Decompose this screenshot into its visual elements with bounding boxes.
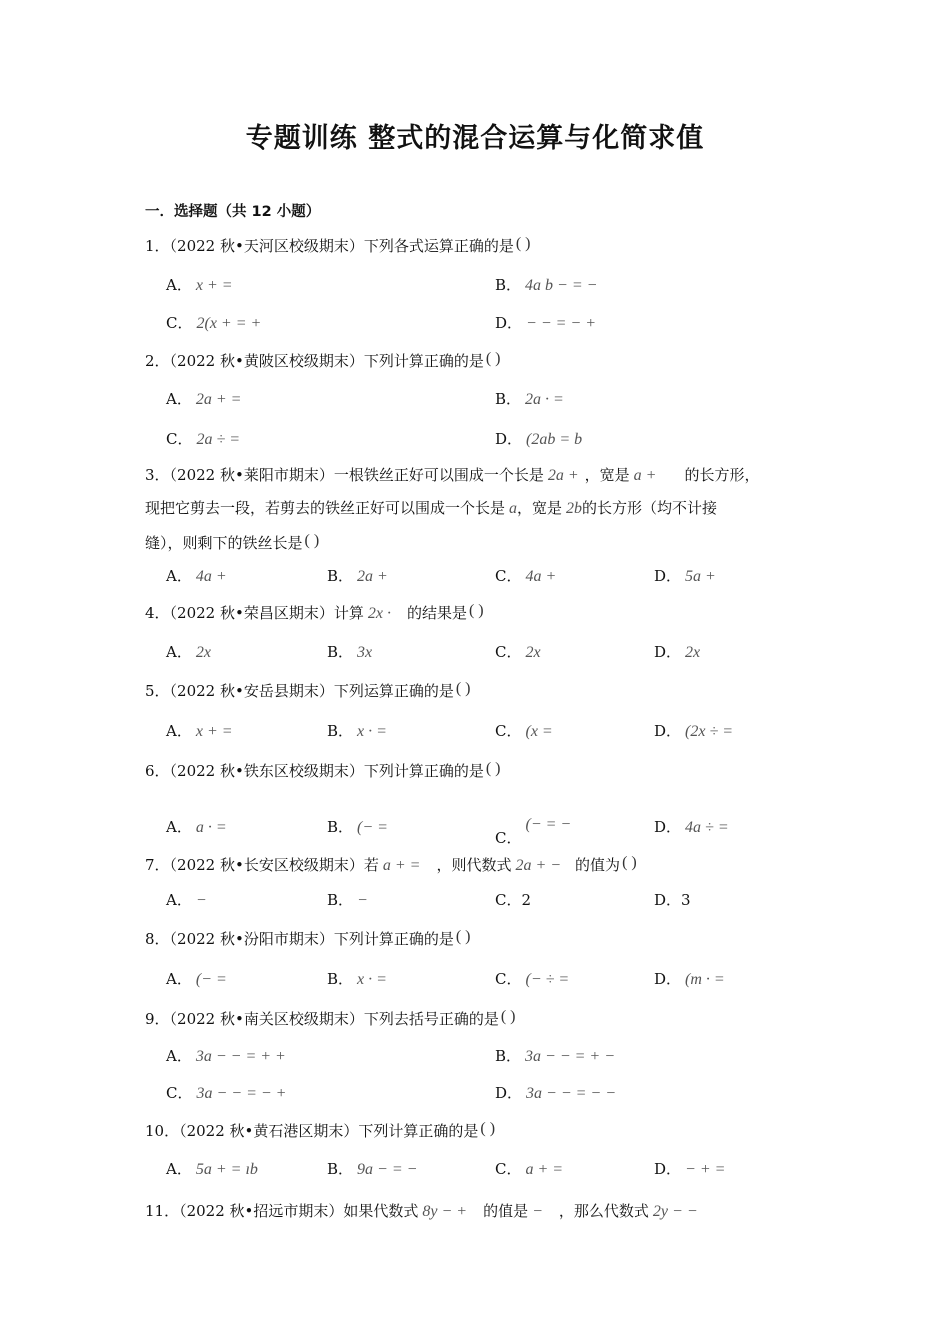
q8-option-d: D． (m · = bbox=[654, 970, 725, 988]
section-heading: 一．选择题（共 12 小题） bbox=[145, 204, 321, 220]
question-9: 9．（2022 秋•南关区校级期末）下列去括号正确的是 ( ) bbox=[145, 1008, 516, 1028]
q8-option-c: C． (− ÷ = bbox=[495, 970, 570, 988]
q3-option-d: D． 5a + bbox=[654, 567, 716, 585]
question-3-line-1: 3．（2022 秋•莱阳市期末）一根铁丝正好可以围成一个长是 2a + ，宽是 a + 的长方形， bbox=[145, 466, 760, 484]
q3-option-c: C． 4a + bbox=[495, 567, 557, 585]
q1-option-a: A． x + = bbox=[166, 276, 233, 294]
q8-option-b: B． x · = bbox=[327, 970, 387, 988]
question-1 bbox=[145, 235, 531, 256]
q2-option-c: C． 2a ÷ = bbox=[166, 430, 241, 448]
question-5: 5．（2022 秋•安岳县期末）下列运算正确的是 ( ) bbox=[145, 680, 471, 700]
q3-option-a: A． 4a + bbox=[166, 567, 227, 585]
q1-option-c: C． 2(x + = + bbox=[166, 314, 262, 332]
q3-option-b: B． 2a + bbox=[327, 567, 388, 585]
q6-option-a: A． a · = bbox=[166, 818, 227, 836]
q2-option-b: B． 2a · = bbox=[495, 390, 564, 408]
q10-option-d: D． − + = bbox=[654, 1160, 726, 1178]
q5-option-d: D． (2x ÷ = bbox=[654, 722, 734, 740]
question-7: 7．（2022 秋•长安区校级期末）若 a + = ，则代数式 2a + − 的值为 ( ) bbox=[145, 854, 637, 874]
q10-option-c: C． a + = bbox=[495, 1160, 564, 1178]
q4-option-b: B． 3x bbox=[327, 643, 373, 661]
answer-blank: ( ) bbox=[515, 235, 531, 252]
q2-option-d: D． (2ab = b bbox=[495, 430, 583, 448]
q4-option-a: A． 2x bbox=[166, 643, 211, 661]
q1-option-d: D． − − = − + bbox=[495, 314, 597, 332]
q9-option-b: B． 3a − − = + − bbox=[495, 1047, 616, 1065]
question-11: 11．（2022 秋•招远市期末）如果代数式 8y − + 的值是 − ，那么代数式 2y − − bbox=[145, 1202, 698, 1220]
question-6: 6．（2022 秋•铁东区校级期末）下列计算正确的是 ( ) bbox=[145, 760, 501, 780]
q8-option-a: A． (− = bbox=[166, 970, 227, 988]
q5-option-a: A． x + = bbox=[166, 722, 233, 740]
q7-option-c: C．2 bbox=[495, 891, 532, 909]
q2-option-a: A． 2a + = bbox=[166, 390, 242, 408]
q10-option-b: B． 9a − = − bbox=[327, 1160, 418, 1178]
q4-option-c: C． 2x bbox=[495, 643, 541, 661]
q4-option-d: D． 2x bbox=[654, 643, 701, 661]
q9-option-d: D． 3a − − = − − bbox=[495, 1084, 617, 1102]
question-10: 10．（2022 秋•黄石港区期末）下列计算正确的是 ( ) bbox=[145, 1120, 496, 1140]
question-4: 4．（2022 秋•荣昌区期末）计算 2x · 的结果是 ( ) bbox=[145, 602, 484, 622]
question-stem: 1．（2022 秋•天河区校级期末）下列各式运算正确的是 bbox=[145, 237, 514, 255]
page-title: 专题训练 整式的混合运算与化简求值 bbox=[245, 123, 705, 154]
q6-option-d: D． 4a ÷ = bbox=[654, 818, 729, 836]
q5-option-b: B． x · = bbox=[327, 722, 387, 740]
q6-option-c: C．(− = − bbox=[495, 816, 572, 847]
question-3-line-2: 现把它剪去一段，若剪去的铁丝正好可以围成一个长是 a，宽是 2b的长方形（均不计接 bbox=[145, 499, 718, 517]
q6-option-b: B． (− = bbox=[327, 818, 388, 836]
q9-option-a: A． 3a − − = + + bbox=[166, 1047, 286, 1065]
q7-option-d: D．3 bbox=[654, 891, 691, 909]
question-2: 2．（2022 秋•黄陂区校级期末）下列计算正确的是 ( ) bbox=[145, 350, 501, 370]
q10-option-a: A． 5a + = ıb bbox=[166, 1160, 258, 1178]
q7-option-a: A． − bbox=[166, 891, 207, 909]
question-8: 8．（2022 秋•汾阳市期末）下列计算正确的是 ( ) bbox=[145, 928, 471, 948]
question-3-line-3: 缝），则剩下的铁丝长是 ( ) bbox=[145, 532, 320, 552]
q1-option-b: B． 4a b − = − bbox=[495, 276, 598, 294]
q5-option-c: C． (x = bbox=[495, 722, 553, 740]
q9-option-c: C． 3a − − = − + bbox=[166, 1084, 287, 1102]
q7-option-b: B． − bbox=[327, 891, 368, 909]
